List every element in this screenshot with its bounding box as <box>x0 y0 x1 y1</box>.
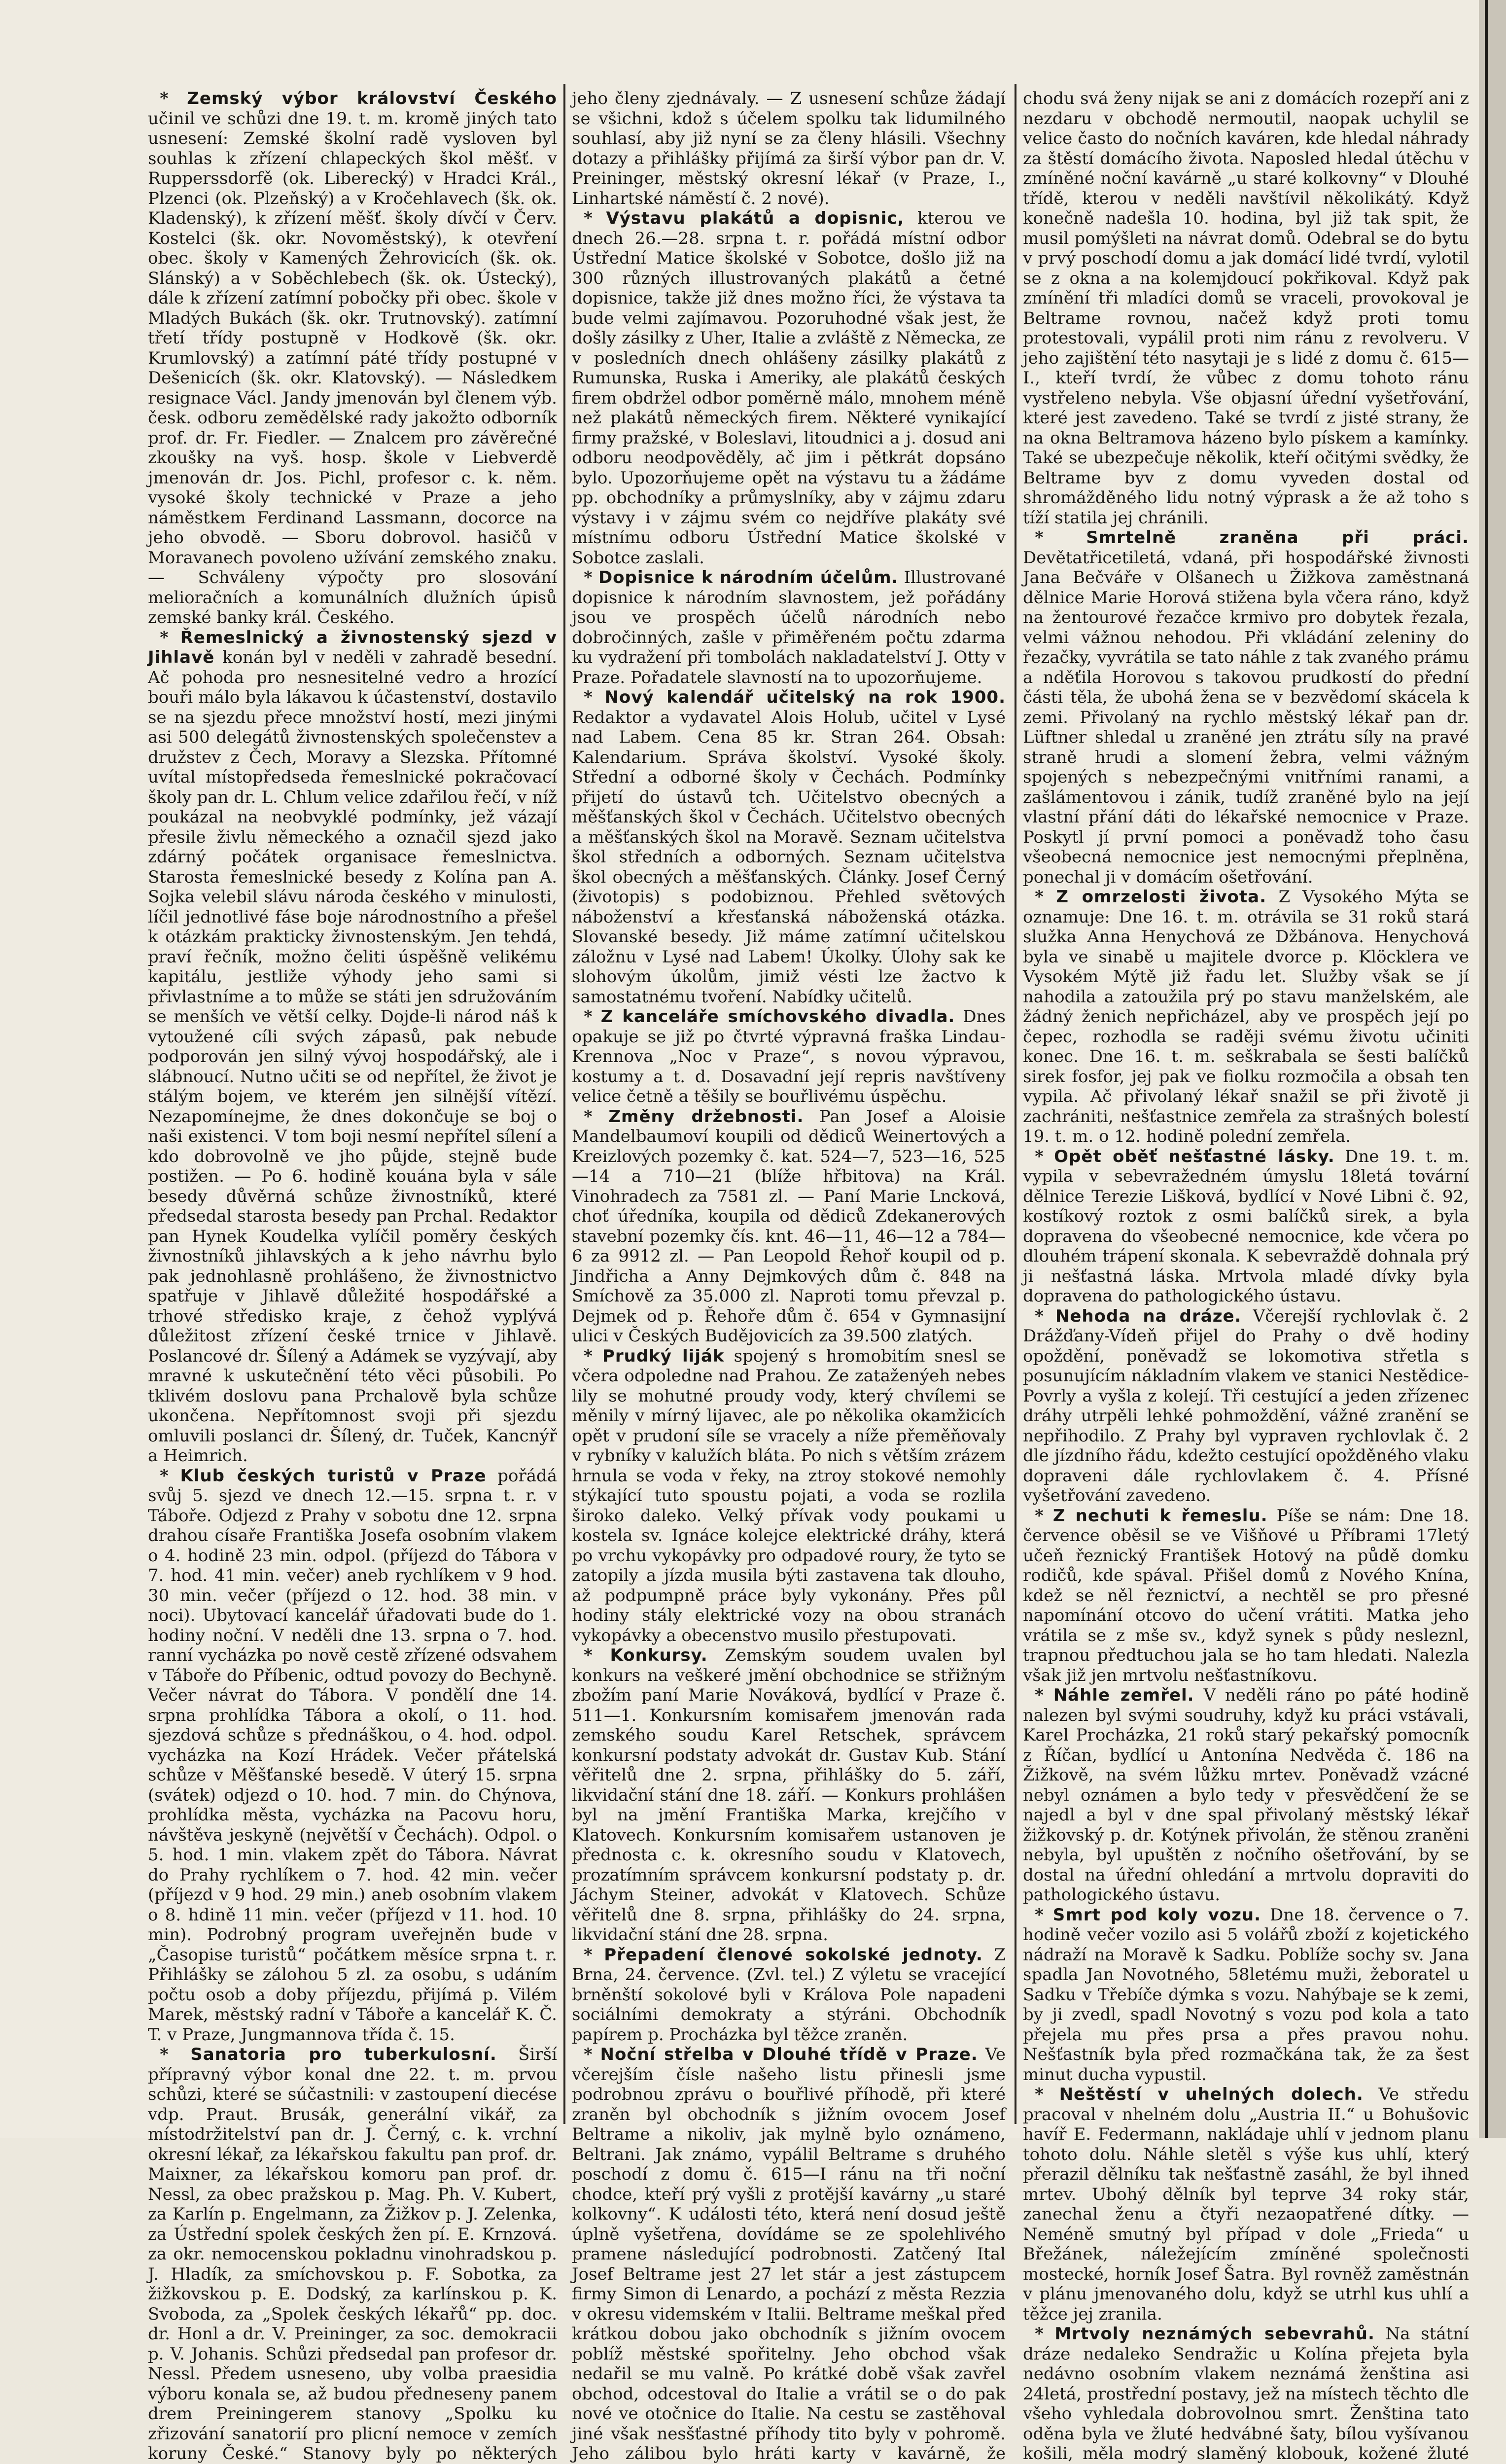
article <box>148 1466 557 2045</box>
article-bullet: * <box>584 2045 600 2064</box>
article-body: Dne 18. července o 7. hodině večer vozilo asi 5 volářů zboží z kojetického nádraží na Moravě k Sadku. Poblíže sochy sv. Jana spadla Jan Novotného, 58letému muži, žeboratel u Sadku v Třebíče dýmka s vozu. Nahýbaje se k zemi, by ji zvedl, spadl Novotný s vozu pod kola a tato přejela mu přes prsa a přes pravou nohu. Nešťastník byla před rozmačkána tak, že za šest minut ducha vypustil. <box>1023 1905 1469 2085</box>
article-body: chodu svá ženy nijak se ani z domácích rozepří ani z nezdaru v obchodě nermoutil, naopak uchylil se velice často do nočních kaváren, kde hledal náhrady za štěstí domácího života. Naposled hledal útěchu v zmíněné noční kavárně „u staré kolkovny“ v Dlouhé třídě, kterou v neděli navštívil několikátý. Když konečně nadešla 10. hodina, byl již tak spit, že musil pomýšleti na návrat domů. Odebral se do bytu v prvý poschodí domu a jak domácí lidé tvrdí, vylotil se z okna a na kolemjdoucí pokřikoval. Když pak zmínění tři mladíci domů se vraceli, provokoval je Beltrame rovnou, načež když proti tomu protestovali, vypálil proti nim ránu z revolveru. V jeho zajištění této nasytaji je s lidé z domu č. 615—I., kteří tvrdí, že vůbec z domu tohoto ránu vystřeleno nebyla. Vše objasní úřední vyšetřování, které jest zavedeno. Také se tvrdí z jisté strany, že na okna Beltramova házeno bylo pískem a kamínky. Také se ubezpečuje několik, kteří očitými svědky, že Beltrame byv z domu vyveden dostal od shromážděného lidu notný výprask a že až toho s tíží statila jej chránili. <box>1023 89 1469 528</box>
article-headline: Smrt pod koly vozu. <box>1052 1905 1261 1925</box>
article <box>148 628 557 1466</box>
article-body: Pan Josef a Aloisie Mandelbaumoví koupili od dědiců Weinertových a Kreizlových pozemky č. kat. 524—7, 523—16, 525—14 a 710—21 (blíže hřbitova) na Král. Vinohradech za 7581 zl. — Paní Marie Lncková, choť úředníka, koupila od dědiců Zdekanerových stavební pozemky čís. knt. 46—11, 46—12 a 784—6 za 9912 zl. — Pan Leopold Řehoř koupil od p. Jindřicha a Anny Dejmkových dům č. 848 na Smíchově za 35.000 zl. Naproti tomu převzal p. Dejmek od p. Řehoře dům č. 654 v Gymnasijní ulici v Českých Budějovicích za 39.500 zlatých. <box>572 1106 1006 1346</box>
article-headline: Řemeslnický a živnostenský sjezd v Jihlavě <box>148 627 557 667</box>
article-bullet: * <box>1035 528 1086 548</box>
article-bullet: * <box>1035 2085 1059 2104</box>
article-headline: Prudký liják <box>602 1346 725 1366</box>
article <box>1023 1306 1469 1506</box>
article-bullet: * <box>1035 1905 1053 1925</box>
article-bullet: * <box>1035 1685 1053 1705</box>
article-body: Dne 19. t. m. vypila v sebevražedném úmyslu 18letá tovární dělnice Terezie Lišková, bydlící v Nové Libni č. 92, kostíkový roztok z osmi balíčků sirek, a byla dopravena do všeobecné nemocnice, kde včera po dlouhém trápení skonala. K sebevraždě dohnala prý ji nešťastná láska. Mrtvola mladé dívky byla dopravena do pathologického ústavu. <box>1023 1146 1470 1306</box>
article-bullet: * <box>1035 1306 1055 1326</box>
article-body: Illustrované dopisnice k národním slavnostem, jež pořádány jsou ve prospěch účelů národních nebo dobročinných, zašle v přiměřeném počtu zdarma ku vydražení při tombolách nakladatelství J. Otty v Praze. Pořadatele slavností na to upozorňujeme. <box>572 568 1006 687</box>
article-body: Dnes opakuje se již po čtvrté výpravná fraška Lindau-Krennova „Noc v Praze“, s novou výpravou, kostumy a t. d. Dosavadní její repris navštíveny velice četně a těšily se bouřlivému úspěchu. <box>572 1007 1006 1106</box>
article <box>572 89 1006 208</box>
article-headline: Mrtvoly neznámých sebevrahů. <box>1054 2324 1375 2344</box>
article-bullet: * <box>160 627 180 648</box>
article <box>1023 89 1469 528</box>
article-body: konán byl v neděli v zahradě besední. Ač pohoda pro nesnesitelné vedro a hrozící bouři málo byla lákavou k účastenství, dostavilo se na sjezdu přece množství hostí, mezi jinými asi 500 delegátů živnostenských společenstev a družstev z Čech, Moravy a Slezska. Přítomné uvítal místopředseda řemeslnické pokračovací školy pan dr. L. Chlum velice zdařilou řečí, v níž poukázal na neobvyklé podmínky, jež vázají přesile živlu německého a označil sjezd jako zdárný počátek organisace řemeslnictva. Starosta řemeslnické besedy z Kolína pan A. Sojka velebil slávu národa českého v minulosti, líčil jednotlivé fáse boje národnostního a přešel k otázkám prakticky živnostenským. Jen tehdá, praví řečník, možno čeliti úspěšně velikému kapitálu, jestliže výhody jeho sami si přivlastníme a to může se státi jen sdružováním se menších ve větší celky. Dojde-li národ náš k vytoužené cíli svých zápasů, pak nebude podporován jen silný vývoj hospodářský, ale i slábnoucí. Nutno učiti se od nepřítel, že život je stálým bojem, ve kterém jen silnější vítězí. Nezapomínejme, že dnes dokončuje se boj o naši existenci. V tom boji nesmí nepřítel sílení a kdo dobrovolně ve jho půjde, stejně bude postižen. — Po 6. hodině kouána byla v sále besedy důvěrná schůze živnostníků, které předsedal starosta besedy pan Prchal. Redaktor pan Hynek Koudelka vylíčil poměry českých živnostníků jihlavských a k jeho návrhu bylo pak jednohlasně prohlášeno, že živnostnictvo spatřuje v Jihlavě důležité hospodářské a trhové středisko kraje, z čehož vyplývá důležitost zřízení české trnice v Jihlavě. Poslancové dr. Šílený a Adámek se vyzývají, aby mravné k uskutečnění této věci působili. Po tklivém doslovu pana Prchalově byla schůze ukončena. Nepřítomnost svoji při sjezdu omluvili poslanci dr. Šílený, dr. Tuček, Kancnýř a Heimrich. <box>148 648 558 1466</box>
article <box>572 1945 1006 2045</box>
article-headline: Přepadení členové sokolské jednoty. <box>604 1945 983 1965</box>
article <box>148 89 557 628</box>
article-bullet: * <box>1035 887 1056 907</box>
article <box>572 1107 1006 1346</box>
article <box>148 2045 557 2464</box>
article <box>1023 2324 1469 2464</box>
page-edge <box>1479 0 1506 2138</box>
article-body: Ve středu pracoval v nhelném dolu „Austria II.“ u Bohušovic havíř E. Federmann, nakládaje uhlí v jednom planu tohoto dolu. Náhle sletěl s výše kus uhlí, který přerazil dělníku tak nešťastně zasáhl, že byl ihned mrtev. Ubohý dělník byl teprve 34 roky stár, zanechal ženu a čtyři nezaopatřené dítky. — Neméně smutný byl případ v dole „Frieda“ u Břežánek, náležejícím zmíněné společnosti mostecké, horník Josef Šatra. Byl rovněž zaměstnán v plánu jmenovaného dolu, když se utrhl kus uhlí a těžce jej zranila. <box>1023 2085 1469 2324</box>
article-body: učinil ve schůzi dne 19. t. m. kromě jiných tato usnesení: Zemské školní radě vysloven byl souhlas k zřízení chlapeckých škol měšť. v Rupperssdorfě (ok. Liberecký) v Hradci Král., Plzenci (ok. Plzeňský) a v Kročehlavech (šk. ok. Kladenský), k zřízení měšť. školy dívčí v Červ. Kostelci (šk. okr. Novoměstský), k otevření obec. školy v Kamených Žehrovicích (šk. ok. Slánský) a v Soběchlebech (šk. ok. Ústecký), dále k zřízení zatímní pobočky při obec. škole v Mladých Bukách (šk. okr. Trutnovský). zatímní třetí třídy postupně v Hodkově (šk. okr. Krumlovský) a zatímní páté třídy postupné v Dešenicích (šk. okr. Klatovský). — Následkem resignace Václ. Jandy jmenován byl členem výb. česk. odboru zemědělské rady jakožto odborník prof. dr. Fr. Fiedler. — Znalcem pro závěrečné zkoušky na vyš. hosp. škole v Liebverdě jmenován dr. Jos. Pichl, profesor c. k. něm. vysoké školy technické v Praze a jeho náměstkem Ferdinand Lassmann, docorce na jeho obvodě. — Sboru dobrovol. hasičů v Moravanech povoleno užívání zemského znaku. — Schváleny výpočty pro slosování melioračních a komunálních dlužních úpisů zemské banky král. Českého. <box>148 108 557 627</box>
article-headline: Nehoda na dráze. <box>1055 1306 1242 1326</box>
page-edge-line <box>1485 0 1488 2138</box>
article-bullet: * <box>584 208 606 228</box>
column-rule <box>1015 84 1016 2124</box>
article-bullet: * <box>1035 1146 1054 1166</box>
article-body: Redaktor a vydavatel Alois Holub, učitel v Lysé nad Labem. Cena 85 kr. Stran 264. Obsah: Kalendarium. Správa školství. Vysoké školy. Střední a odborné školy v Čechách. Podmínky přijetí do ústavů tch. Učitelstvo obecných a měšťanských škol v Čechách. Učitelstvo obecných a měšťanských škol na Moravě. Seznam učitelstva škol středních a odborných. Seznam učitelstva škol obecných a měšťanských. Články. Josef Černý (životopis) s podobiznou. Přehled světových náboženství a křesťanská náboženská otázka. Slovanské besedy. Již mámе zatímní učitelskou záložnu v Lysé nad Labem! Úkolky. Úlohy sak ke slohovým úkolům, jimiž vésti lze žactvo k samostatnému tvoření. Nabídky učitelů. <box>572 707 1006 1007</box>
article <box>1023 1685 1469 1905</box>
article <box>572 1346 1006 1646</box>
article-body: pořádá svůj 5. sjezd ve dnech 12.—15. srpna t. r. v Táboře. Odjezd z Prahy v sobotu dne 12. srpna drahou císaře Františka Josefa osobním vlakem o 4. hodině 23 min. odpol. (příjezd do Tábora v 7. hod. 41 min. večer) aneb rychlíkem v 9 hod. 30 min. večer (příjezd o 12. hod. 38 min. v noci). Ubytovací kancelář úřadovati bude do 1. hodiny noční. V neděli dne 13. srpna o 7. hod. ranní vycházka po nově cestě zřízené odsvahem v Táboře do Příbenic, odtud povozy do Bechyně. Večer návrat do Tábora. V pondělí dne 14. srpna prohlídka Tábora a okolí, o 11. hod. sjezdová schůze s přednáškou, o 4. hod. odpol. vycházka na Kozí Hrádek. Večer přátelská schůze v Měšťanské besedě. V úterý 15. srpna (svátek) odjezd o 10. hod. 7 min. do Chýnova, prohlídka města, vycházka na Pacovu horu, návštěva jeskyně (největší v Čechách). Odpol. o 5. hod. 1 min. vlakem zpět do Tábora. Návrat do Prahy rychlíkem o 7. hod. 42 min. večer (příjezd v 9 hod. 29 min.) aneb osobním vlakem o 8. hdině 11 min. večer (příjezd v 11. hod. 10 min). Podrobný program uveřejněn bude v „Časopise turistů“ počátkem měsíce srpna t. r. Přihlášky se zálohou 5 zl. za osobu, s udáním počtu osob a doby příjezdu, přijímá p. Vilém Marek, městský radní v Táboře a kancelář K. Č. T. v Praze, Jungmannova třída č. 15. <box>148 1466 557 2045</box>
article-bullet: * <box>584 687 605 707</box>
column-2 <box>572 89 1006 2464</box>
article <box>572 687 1006 1007</box>
article-bullet: * <box>1035 2324 1055 2344</box>
article-headline: Z omrzelosti života. <box>1056 887 1266 907</box>
article-headline: Opět oběť nešťastné lásky. <box>1054 1146 1335 1166</box>
article <box>572 1007 1006 1107</box>
article-headline: Zemský výbor království Českého <box>187 89 557 108</box>
article-headline: Klub českých turistů v Praze <box>180 1466 487 1486</box>
article-bullet: * <box>160 1466 180 1486</box>
article-body: spojený s hromobitím snesl se včera odpoledne nad Prahou. Ze zataženýeh nebes lily se mohutné proudy vody, který chvílemi se měnily v mírný lijavec, ale po několika okamžicích opět v prudoní síle se vracely a níže přeměňovaly v rybníky v kalužích bláta. Po nich s větším zrázem hrnula se voda v řeky, na ztroy stokové nemohly stýkající tuto spoustu pojati, a voda se rozlila široko daleko. Velký přívak vody poukami u kostela sv. Ignáce kolejce elektrické dráhy, která po vrchu vykopávky pro odpadové roury, že tyto se zatopily a jízda musila býti zastavena tak dlouho, až podpumpně práce byly vykonány. Přes půl hodiny stály elektrické vozy na obou stranách vykopávky a obecenstvo musilo přestupovati. <box>572 1346 1006 1645</box>
article <box>1023 1905 1469 2085</box>
article-body: Na státní dráze nedaleko Sendražic u Kolína přejeta byla nedávno osobním vlakem neznámá ženština asi 24letá, prostřední postavy, jež na místech těchto dle všeho vyhledala dobrovolnou smrt. Ženština tato oděna byla ve žluté hedvábné šaty, bílou vyšívanou košili, měla modrý slaměný klobouk, kožené žluté <box>1023 2324 1469 2464</box>
article-bullet: * <box>584 1346 602 1366</box>
article-headline: Nový kalendář učitelský na rok 1900. <box>604 687 1006 707</box>
article-headline: Dopisnice k národním účelům. <box>598 568 899 587</box>
article-headline: Z kanceláře smíchovského divadla. <box>600 1007 955 1027</box>
article-headline: Výstavu plakátů a dopisnic, <box>606 208 905 228</box>
article-body: Včerejší rychlovlak č. 2 Drážďany-Vídeň přijel do Prahy o dvě hodiny opoždění, poněvadž se lokomotiva střetla s posunujícím nákladním vlakem ve stanici Nestědice-Povrly a vyšla z kolejí. Tři cestující a jeden zřízenec dráhy utrpěli lehké pohmoždění, vážné zranění se nepřihodilo. Z Prahy byl vypraven rychlovlak č. 2 dle jízdního řádu, kdežto cestující opožděného vlaku dopraveni dále rychlovlakem č. 4. Přísné vyšetřování zavedeno. <box>1023 1306 1469 1506</box>
article-headline: Náhle zemřel. <box>1053 1685 1194 1705</box>
article-body: Širší přípravný výbor konal dne 22. t. m. prvou schůzi, které se súčastnili: v zastoupení diecése vdp. Praut. Brusák, generální vikář, za místodržitelství pan dr. J. Černý, c. k. vrchní okresní lékař, za lékařskou fakultu pan prof. dr. Maixner, za lékařskou komoru pan prof. dr. Nessl, za obec pražskou p. Mag. Ph. V. Kubert, za Karlín p. Engelmann, za Žižkov p. J. Zelenka, za Ústřední spolek českých žen pí. E. Krnzová. za okr. nemocenskou pokladnu vinohradskou p. J. Hladík, za smíchovskou p. F. Sobotka, za žižkovskou p. E. Dodský, za karlínskou p. K. Svoboda, za „Spolek českých lékařů“ pp. doc. dr. Honl a dr. V. Preininger, za soc. demokracii p. V. Johanis. Schůzi předsedal pan profesor dr. Nessl. Předem usneseno, uby volba praesidia výboru konala se, až budou předneseny panem drem Preiningerem stanovy „Spolku ku zřizování sanatorií pro plicní nemoce v zemích koruny České.“ Stanovy byly po některých <box>148 2045 557 2464</box>
article-body: Zemským soudem uvalen byl konkurs na veškeré jmění obchodnice se střižným zbožím paní Marie Nováková, bydlící v Praze č. 511—1. Konkursním komisařem jmenován rada zemského soudu Karel Retschek, správcem konkursní podstaty advokát dr. Gustav Kub. Stání věřitelů dne 2. srpna, přihlášky do 5. září, likvidační stání dne 18. září. — Konkurs prohlášen byl na jmění Františka Marka, krejčího v Klatovech. Konkursním komisařem ustanoven je přednosta c. k. okresního soudu v Klatovech, prozatímním správcem konkursní podstaty p. dr. Jáchym Steiner, advokát v Klatovech. Schůze věřitelů dne 8. srpna, přihlášky do 24. srpna, likvidační stání dne 28. srpna. <box>572 1645 1006 1945</box>
article-headline: Smrtelně zraněna při práci. <box>1086 528 1469 548</box>
article-bullet: * <box>584 1945 604 1965</box>
article-headline: Změny držebnosti. <box>608 1106 804 1127</box>
article-body: V neděli ráno po páté hodině nalezen byl svými soudruhy, když ku práci vstávali, Karel Procházka, 21 roků starý pekařský pomocník z Říčan, bydlící u Antonína Nedvěda č. 186 na Žižkově, na svém lůžku mrtev. Poněvadž vzácné nebyl oznámen a bylo tedy v přesvědčení že se najedl a byl v dne spal přivolaný městský lékař žižkovský p. dr. Kotýnek přivolán, že stěnou zraněni nebyla, byl upuštěn z nočního ošetřování, by se dostal na úřední ohledání a mrtvolu dopraviti do pathologického ústavu. <box>1023 1685 1470 1905</box>
article-body: Z Vysokého Mýta se oznamuje: Dne 16. t. m. otrávila se 31 roků stará služka Anna Henychová ze Džbánova. Henychová byla ve sinabě u majitele dvorce p. Klöcklera ve Vysokém Mýtě již řadu let. Služby však se jí nahodila a zatoužila prý po stavu manželském, ale žádný ženich nepřicházel, aby ve prospěch její po čepec, rozhodla se raději svému životu učiniti konec. Dne 16. t. m. seškrabala se šesti balíčků sirek fosfor, jej pak ve fiolku rozmočila a obsah ten vypila. Ač přivolaný lékař snažil se při životě ji zachrániti, nešťastnice zemřela za strašných bolestí 19. t. m. o 12. hodině polední zemřela. <box>1023 887 1469 1146</box>
article-bullet: * <box>584 1007 601 1027</box>
article-body: kterou ve dnech 26.—28. srpna t. r. pořádá místní odbor Ústřední Matice školské v Sobotce, došlo již na 300 různých illustrovaných plakátů a četné dopisnice, takže již dnes možno říci, že výstava ta bude velmi zajímavou. Pozoruhodné však jest, že došly zásilky z Uher, Italie a zvláště z Německa, ze v posledních dnech ohlášeny zásilky plakátů z Rumunska, Ruska i Ameriky, ale plakátů českých firem obdržel odbor poměrně málo, mnohem méně než plakátů německých firem. Některé vynikající firmy pražské, v Boleslavi, litoudnici a j. dosud ani odboru neodpověděly, ač jim i pětkrát dopsáno bylo. Upozorňujeme opět na výstavu tu a žádáme pp. obchodníky a průmyslníky, aby v zájmu zdaru výstavy i v zájmu svém co nejdříve plakáty své místnímu odboru Ústřední Matice školské v Sobotce zaslali. <box>572 208 1006 568</box>
article-body: Devětatřicetiletá, vdaná, při hospodářské živnosti Jana Bečváře v Olšanech u Žižkova zaměstnaná dělnice Marie Horová stižena byla včera ráno, když na žentourové řezačce krmivo pro dobytek řezala, velmi vážnou nehodou. Při vkládání zeleniny do řezačky, vyvrátila se tato náhle z tak zvaného prámu a nděťila Horovou s takovou prudkostí do přední části těla, že ubohá žena se v bezvědomí skácela k zemi. Přivolaný na rychlo městský lékař pan dr. Lüftner shledal u zraněné jen ztrátu síly na pravé straně hrudi a slomení žebra, velmi vážným spojených s nebezpečnými vnitřními ranami, a zašlámentovou i zánik, tudíž zraněné bylo na její vlastní přání dáti do lékařské nemocnice v Praze. Poskytl jí první pomoci a poněvadž toho času všeobecná nemocnice jest nemocnými přeplněna, ponechal ji v domácím ošetřování. <box>1023 548 1469 887</box>
article <box>1023 887 1469 1147</box>
article-body: Ve včerejším čísle našeho listu přinesli jsme podrobnou zprávu o bouřlivé příhodě, při které zraněn byl obchodník s jižním ovocem Josef Beltrame a nikoliv, jak mylně bylo oznámeno, Beltrani. Jak známo, vypálil Beltrame s druhého poschodí z domu č. 615—I ránu na tři noční chodce, kteří prý vyšli z protější kavárny „u staré kolkovny“. K události této, která není dosud ještě úplně vyšetřena, dovídáme se ze spolehlivého pramene následující podrobnosti. Zatčený Ital Josef Beltrame jest 27 let stár a jest zástupcem firmy Simon di Lenardo, a pochází z města Rezzia v okresu videmském v Italii. Beltrame meškal před krátkou dobou jako obchodník s jižním ovocem poblíž městské spořitelny. Jeho obchod však nedařil se mu valně. Po krátké době však zavřel obchod, odcestoval do Italie a vrátil se o do pak nové ve otočnice do Italie. Na cestu se zastěhoval jiné však nesšťastné příhody tito byly v pohromě. Jeho zálibou bylo hráti karty v kavárně, že <box>572 2045 1006 2464</box>
article <box>572 208 1006 568</box>
article-bullet: * <box>160 2045 191 2064</box>
article <box>1023 1506 1469 1686</box>
column-3 <box>1023 89 1470 2464</box>
article <box>572 568 1006 687</box>
article <box>572 2045 1006 2464</box>
article-bullet: * <box>584 1106 609 1127</box>
article-headline: Neštěstí v uhelných dolech. <box>1059 2085 1364 2104</box>
article-headline: Z nechuti k řemeslu. <box>1052 1506 1268 1526</box>
article-headline: Noční střelba v Dlouhé třídě v Praze. <box>600 2045 978 2064</box>
column-rule <box>563 84 565 2124</box>
article-body: Z Brna, 24. července. (Zvl. tel.) Z výletu se vracející brněnští sokolové byli v Králova Pole napadeni sociálními demokraty a stýráni. Obchodník papírem p. Procházka byl těžce zraněn. <box>572 1945 1006 2045</box>
article <box>1023 2085 1469 2324</box>
column-1 <box>148 89 558 2464</box>
article <box>1023 528 1469 887</box>
article-body: Píše se nám: Dne 18. července oběsil se ve Višňové u Příbrami 17letý učeň řeznický František Hotový na půdě domku rodičů, kde spával. Přišel domů z Nového Knína, kdež se něl řeznictví, a nechtěl se pro přesné napomínání otcovo do učení vrátiti. Matka jeho vrátila se z mše sv., když synek s půdy nesleznl, trapnou předtuchou jala se ho tam hledati. Nalezla však již jen mrtvolu nešťastníkovu. <box>1023 1506 1469 1685</box>
article-body: jeho členy zjednávaly. — Z usnesení schůze žádají se všichni, kdož s účelem spolku tak lidumilného souhlasí, aby již nyní se za členy hlásili. Všechny dotazy a přihlášky přijímá za širší výbor pan dr. V. Preininger, městský okresní lékař (v Praze, I., Linhartské náměstí č. 2 nové). <box>572 89 1006 208</box>
article-headline: Sanatoria pro tuberkulosní. <box>190 2045 497 2064</box>
article-bullet: * <box>160 89 187 108</box>
article-bullet: * <box>584 1645 610 1665</box>
article-bullet: * <box>584 568 598 587</box>
article-headline: Konkursy. <box>610 1645 708 1665</box>
article <box>572 1645 1006 1945</box>
article-bullet: * <box>1035 1506 1053 1526</box>
article <box>1023 1147 1469 1306</box>
